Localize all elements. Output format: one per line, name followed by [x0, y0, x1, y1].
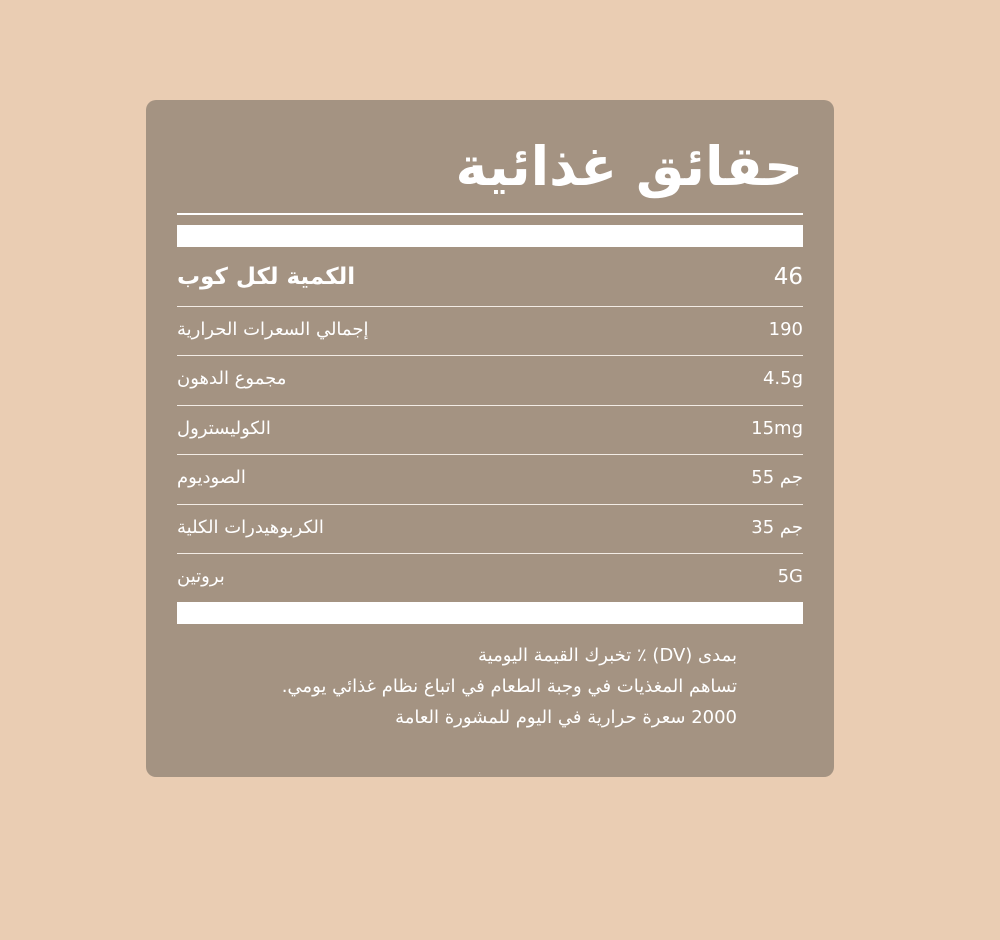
nutrient-label: الصوديوم: [177, 466, 246, 488]
nutrient-value: 15mg: [751, 417, 803, 439]
nutrient-label: مجموع الدهون: [177, 367, 287, 389]
table-row: [177, 453, 803, 501]
thick-divider-bottom: [177, 602, 803, 624]
footnote-line: بمدى (DV) ٪ تخبرك القيمة اليومية: [478, 645, 737, 666]
nutrient-value: 35 جم: [751, 516, 803, 538]
nutrient-label: بروتين: [177, 565, 225, 587]
table-row: [177, 503, 803, 551]
table-row: [177, 354, 803, 402]
nutrition-facts-card: [146, 100, 834, 777]
serving-row: [177, 253, 803, 301]
thick-divider-top: [177, 225, 803, 247]
table-row: [177, 305, 803, 353]
nutrient-label: الكوليسترول: [177, 417, 271, 439]
footnote-line: 2000 سعرة حرارية في اليوم للمشورة العامة: [395, 707, 737, 728]
footnote-line: تساهم المغذيات في وجبة الطعام في اتباع نظام غذائي يومي.: [281, 676, 737, 697]
nutrient-value: 55 جم: [751, 466, 803, 488]
table-row: [177, 552, 803, 600]
nutrient-label: إجمالي السعرات الحرارية: [177, 318, 369, 340]
page-title: حقائق غذائية: [455, 135, 803, 198]
divider: [177, 213, 803, 215]
daily-value-footnote: [177, 640, 737, 733]
serving-label: الكمية لكل كوب: [177, 264, 356, 290]
nutrient-label: الكربوهيدرات الكلية: [177, 516, 324, 538]
nutrient-value: 4.5g: [762, 367, 803, 389]
nutrient-value: 190: [768, 318, 803, 340]
serving-value: 46: [773, 264, 803, 290]
table-row: [177, 404, 803, 452]
nutrient-value: 5G: [777, 565, 803, 587]
